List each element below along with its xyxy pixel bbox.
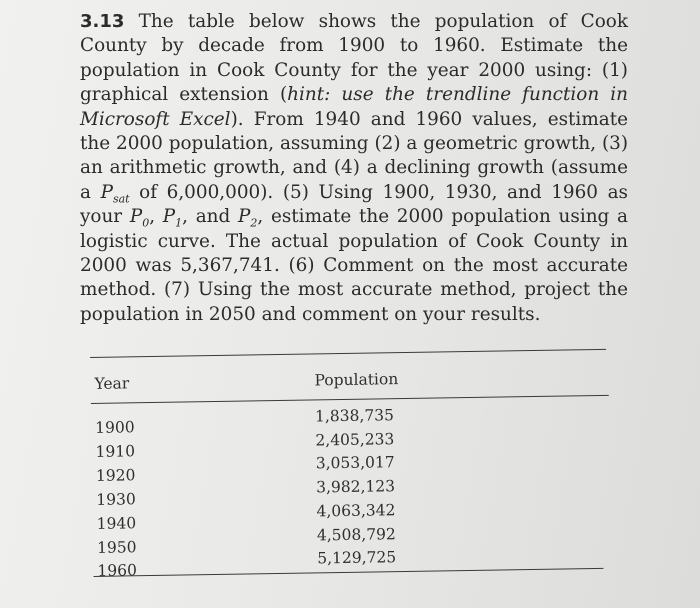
year-cell: 1950: [96, 538, 137, 557]
table-bottom-rule: [94, 568, 604, 577]
population-cell: 4,508,792: [316, 525, 396, 545]
year-cell: 1920: [95, 466, 136, 485]
table-top-rule: [90, 349, 606, 358]
year-column-header: Year: [94, 374, 130, 393]
problem-text-5: , and: [182, 206, 239, 228]
p1-symbol: $P_1$: [162, 206, 183, 230]
population-column-header: Population: [314, 370, 399, 390]
year-cell: 1940: [96, 514, 137, 533]
population-cell: 4,063,342: [316, 501, 396, 521]
problem-number: 3.13: [80, 11, 125, 32]
population-cell: 2,405,233: [315, 430, 395, 450]
population-cell: 3,053,017: [315, 453, 395, 473]
p-sat-symbol: $P_{sat}$: [100, 181, 130, 206]
problem-text-1: The table below shows the population of Cook County by decade from 1900 to 1960. Estimate the population in Cook County for the year 2000 using: (1) graphical extension (: [80, 11, 628, 106]
p2-symbol: $P_2$: [238, 206, 258, 230]
population-table: [88, 342, 612, 590]
year-cell: 1930: [96, 490, 136, 509]
year-cell: 1960: [97, 561, 138, 580]
table-header-rule: [91, 395, 609, 405]
problem-text-6: , estimate the 2000 population using a logistic curve. The actual population of Cook County in 2000 was 5,367,741. (6) Comment on the most accurate method. (7) Using the most accurate method, project the population in 2050 and comment on your results.: [80, 206, 629, 325]
problem-text-3: of 6,000,000). (5) Using 1900, 1930, and 1960 as your: [80, 181, 628, 228]
problem-statement: [80, 10, 628, 327]
population-cell: 1,838,735: [314, 406, 395, 426]
year-cell: 1910: [95, 442, 136, 461]
problem-hint: hint: use the trendline function in Microsoft Excel: [80, 84, 628, 130]
year-cell: 1900: [95, 418, 135, 437]
p0-symbol: $P_0$: [129, 206, 150, 230]
population-cell: 3,982,123: [316, 477, 396, 497]
population-cell: 5,129,725: [317, 548, 397, 568]
problem-text-4: ,: [149, 206, 163, 228]
problem-text-2: ). From 1940 and 1960 values, estimate the 2000 population, assuming (2) a geometric growth, (3) an arithmetic growth, and (4) a declining growth (assume a: [80, 108, 628, 203]
